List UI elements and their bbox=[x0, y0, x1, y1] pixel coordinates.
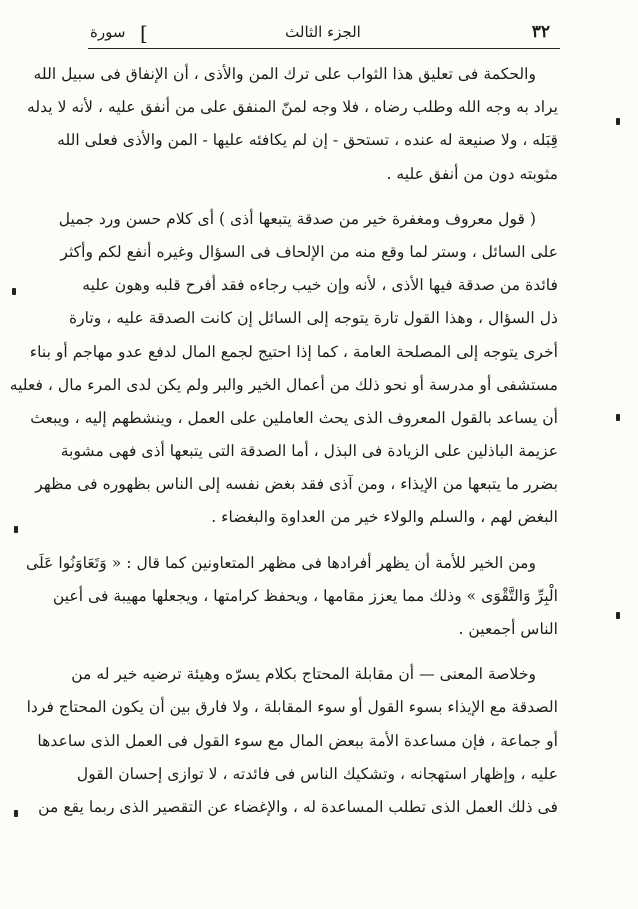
paragraph bbox=[25, 547, 558, 647]
text-line: وخلاصة المعنى — أن مقابلة المحتاج بكلام يسرّه وهيئة ترضيه خير له من bbox=[71, 665, 536, 684]
text-line: مستشفى أو مدرسة أو نحو ذلك من أعمال الخير والبر ولم يكن لدى المرء مال ، فعليه bbox=[9, 375, 558, 394]
header-bracket: [ bbox=[140, 21, 148, 45]
text-line: أخرى يتوجه إلى المصلحة العامة ، كما إذا احتيج لجمع المال لدفع عدو مهاجم أو بناء bbox=[29, 342, 558, 361]
text-line: قِبَله ، ولا صنيعة له عنده ، تستحق - إن لم يكافئه عليها - المن والأذى فعلى الله bbox=[57, 131, 558, 150]
scan-speck bbox=[616, 118, 620, 125]
scan-speck bbox=[616, 612, 620, 619]
page-number: ٣٢ bbox=[531, 22, 550, 42]
text-line: عليه ، وإظهار استهجانه ، وتشكيك الناس فى فائدته ، لا توازى إحسان القول bbox=[76, 764, 558, 783]
page-header bbox=[90, 22, 556, 48]
page-body bbox=[9, 58, 558, 824]
surah-label: سورة bbox=[90, 23, 126, 41]
text-line: ( قول معروف ومغفرة خير من صدقة يتبعها أذى ) أى كلام حسن ورد جميل bbox=[58, 209, 536, 228]
text-line: الصدقة مع الإيذاء بسوء القول أو سوء المقابلة ، ولا فارق بين أن يكون المحتاج فردا bbox=[26, 698, 558, 717]
text-line: فى ذلك العمل الذى تطلب المساعدة له ، والإغضاء عن التقصير الذى ربما يقع من bbox=[38, 797, 558, 816]
text-line: أن يساعد بالقول المعروف الذى يحث العاملين على العمل ، وينشطهم إليه ، ويبعث bbox=[30, 408, 558, 427]
text-line: عزيمة الباذلين على الزيادة فى البذل ، أما الصدقة التى يتبعها أذى فهى مشوبة bbox=[60, 442, 558, 461]
paragraph bbox=[9, 203, 558, 535]
text-line: ومن الخير للأمة أن يظهر أفرادها فى مظهر المتعاونين كما قال : « وَتَعَاوَنُوا عَلَى bbox=[25, 553, 536, 572]
scan-speck bbox=[12, 288, 16, 295]
part-title: الجزء الثالث bbox=[285, 23, 361, 41]
text-line: يراد به وجه الله وطلب رضاه ، فلا وجه لمنّ المنفق على من أنفق عليه ، لأنه لا يدله bbox=[27, 98, 558, 117]
text-line: بضرر ما يتبعها من الإيذاء ، ومن آذى فقد بغض نفسه إلى الناس بظهوره فى مظهر bbox=[35, 475, 558, 494]
header-rule bbox=[88, 48, 560, 49]
paragraph bbox=[26, 658, 558, 824]
text-line: ذل السؤال ، وهذا القول تارة يتوجه إلى السائل إن كانت الصدقة عليه ، وتارة bbox=[68, 309, 558, 328]
scan-speck bbox=[616, 414, 620, 421]
paragraph bbox=[27, 58, 558, 191]
text-line: الْبِرِّ وَالتَّقْوَى » وذلك مما يعزز مقامها ، ويحفظ كرامتها ، ويجعلها مهيبة فى أعين bbox=[52, 586, 558, 605]
text-line: والحكمة فى تعليق هذا الثواب على ترك المن والأذى ، أن الإنفاق فى سبيل الله bbox=[33, 65, 536, 83]
text-line: أو جماعة ، فإن مساعدة الأمة ببعض المال مع سوء القول فى العمل الذى ساعدها bbox=[37, 731, 558, 750]
text-line: الناس أجمعين . bbox=[458, 620, 558, 638]
text-line: على السائل ، وستر لما وقع منه من الإلحاف فى السؤال وغيره أنفع لكم وأكثر bbox=[60, 242, 558, 261]
scan-speck bbox=[14, 526, 18, 533]
text-line: فائدة من صدقة فيها الأذى ، لأنه وإن خيب رجاءه فقد أفرح قلبه وهون عليه bbox=[82, 276, 558, 295]
text-line: البغض لهم ، والسلم والولاء خير من العداوة والبغضاء . bbox=[211, 508, 558, 527]
scan-speck bbox=[14, 810, 18, 817]
text-line: مثوبته دون من أنفق عليه . bbox=[386, 164, 558, 183]
